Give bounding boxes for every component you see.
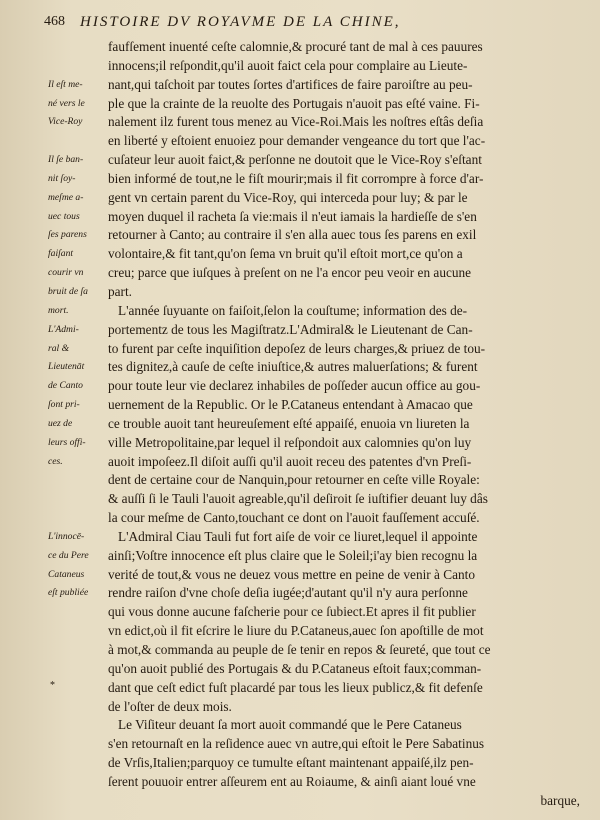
margin-note-line: bruit de ſa	[48, 285, 88, 297]
text-line: tes dignitez,à cauſe de ceſte iniuſtice,& autres maluerſations; & furent	[108, 359, 478, 375]
text-line: ce trouble auoit tant heureuſement eſté appaiſé, enuoia vn liureten la	[108, 415, 470, 431]
text-line: innocens;il reſpondit,qu'il auoit faict cela pour complaire au Lieute-	[108, 57, 468, 73]
text-line: pour toute leur vie declarez inhabiles de poſſeder aucun office au gou-	[108, 378, 481, 394]
text-line: dent de certaine cour de Nanquin,pour retourner en ceſte ville Royale:	[108, 472, 480, 488]
text-line: nalement ilz furent tous menez au Vice-Roi.Mais les noſtres eſtâs deſia	[108, 114, 484, 130]
text-line: ainſi;Voſtre innocence eſt plus claire que le Soleil;i'ay bien recognu la	[108, 547, 478, 563]
text-line: dant que ceſt edict fuſt placardé par tous les lieux publicz,& fit defenſe	[108, 679, 483, 695]
margin-note-line: L'Admi-	[48, 323, 79, 335]
text-line: bien informé de tout,ne le fiſt mourir;mais il fit corrompre à force d'ar-	[108, 170, 484, 186]
text-line: ville Metropolitaine,par lequel il reſpondoit aux calomnies qu'on luy	[108, 434, 472, 450]
margin-notes	[48, 38, 106, 603]
margin-spacer	[48, 132, 106, 151]
text-line: ple que la crainte de la reuolte des Portugais n'auoit pas eſté vaine. Fi-	[108, 95, 480, 111]
page-number: 468	[44, 14, 65, 29]
text-line: gent vn certain parent du Vice-Roy, qui interceda pour luy; & par le	[108, 189, 468, 205]
text-line: faufſement inuenté ceſte calomnie,& procuré tant de mal à ces pauures	[108, 39, 483, 54]
text-line: barque,	[540, 792, 580, 808]
text-line: de l'oſter de deux mois.	[108, 698, 232, 714]
text-line: creu; parce que iuſques à preſent on ne l'a encor peu veoir en aucune	[108, 265, 472, 281]
text-line: qui vous donne aucune faſcherie pour ce ſubiect.Et apres il fit publier	[108, 604, 476, 620]
margin-note-line: leurs offi-	[48, 436, 86, 448]
margin-note-line: nit ſoy-	[48, 172, 76, 184]
margin-note-line	[48, 38, 106, 57]
margin-note-line: uez de	[48, 417, 73, 429]
margin-note-line: L'innocē-	[48, 530, 85, 542]
text-line: auoit impoſeez.Il diſoit auſſi qu'il auoit receu des patentes d'vn Preſi-	[108, 453, 472, 469]
text-line: part.	[108, 283, 132, 299]
text-line: volontaire,& fit tant,qu'on ſema vn bruit qu'il eſtoit mort,ce qu'on a	[108, 246, 463, 262]
text-line: nant,qui taſchoit par toutes ſortes d'artifices de faire paroiſtre au peu-	[108, 76, 473, 92]
text-line: verité de tout,& vous ne deuez vous mettre en peine de venir à Canto	[108, 566, 476, 582]
margin-note-line: Lieutenāt	[48, 361, 85, 373]
margin-note-line: faiſant	[48, 248, 74, 260]
page-header	[44, 14, 580, 34]
text-line: qu'on auoit publié des Portugais & du P.Cataneus eſtoit faux;comman-	[108, 660, 482, 676]
margin-note-line: né vers le	[48, 97, 85, 109]
body-text	[108, 38, 580, 811]
margin-note-line: ce du Pere	[48, 549, 89, 561]
text-line: de Vrſis,Italien;parquoy ce tumulte eſtant maintenant appaiſé,ilz pen-	[108, 755, 474, 771]
margin-note-line: de Canto	[48, 380, 83, 392]
text-line: L'Admiral Ciau Tauli fut fort aiſe de voir ce liuret,lequel il appointe	[118, 528, 478, 544]
text-line: cuſateur leur auoit faict,& perſonne ne doutoit que le Vice-Roy s'eſtant	[108, 152, 482, 168]
margin-note-line: Il ſe ban-	[48, 154, 84, 166]
margin-spacer	[48, 471, 106, 490]
text-line: uernement de la Republic. Or le P.Cataneus entendant à Amacao que	[108, 397, 473, 413]
margin-note-line: courir vn	[48, 267, 84, 279]
margin-note-line: eſt publiée	[48, 587, 89, 599]
running-title: HISTOIRE DV ROYAVME DE LA CHINE,	[80, 14, 401, 30]
margin-note-line: meſme a-	[48, 191, 84, 203]
text-line: rendre raiſon d'vne choſe deſia iugée;d'autant qu'il n'y aura perſonne	[108, 585, 468, 601]
margin-note-line: uec tous	[48, 210, 80, 222]
text-line: to furent par ceſte inquiſition depoſez de leurs charges,& priuez de tou-	[108, 340, 486, 356]
margin-note-line: Cataneus	[48, 568, 85, 580]
margin-spacer	[48, 509, 106, 528]
margin-mark: *	[50, 680, 55, 691]
text-line: en liberté y eſtoient enuoiez pour demander vengeance du tort que l'ac-	[108, 133, 486, 149]
margin-note-line: ſont pri-	[48, 399, 80, 411]
margin-note-line: ces.	[48, 455, 63, 467]
text-line: ſerent pouuoir entrer aſſeurem ent au Roiaume, & ainſi aiant loué vne	[108, 773, 476, 789]
margin-note-line	[48, 57, 106, 76]
text-line: portementz de tous les Magiſtratz.L'Admiral& le Lieutenant de Can-	[108, 321, 473, 337]
margin-note-line: ral &	[48, 342, 70, 354]
margin-note-line: ſes parens	[48, 229, 87, 241]
margin-note-line: Il eſt me-	[48, 78, 83, 90]
text-line: s'en retournaſt en la reſidence auec vn autre,qui eſtoit le Pere Sabatinus	[108, 736, 485, 752]
text-line: & auſſi ſi le Tauli l'auoit agreable,qu'il deſiroit ſe iuſtifier deuant luy dâs	[108, 491, 488, 507]
text-line: L'année ſuyuante on faiſoit,ſelon la couſtume; information des de-	[118, 302, 468, 318]
margin-note-line: Vice-Roy	[48, 116, 83, 128]
margin-spacer	[48, 490, 106, 509]
text-line: moyen duquel il racheta ſa vie:mais il n'eut iamais la hardieſſe de s'en	[108, 208, 477, 224]
text-line: retourner à Canto; au contraire il s'en alla auec tous ſes parens en exil	[108, 227, 477, 243]
text-line: Le Viſiteur deuant ſa mort auoit commandé que le Pere Cataneus	[118, 717, 462, 733]
text-line: à mot,& commanda au peuple de ſe tenir en repos & ſeureté, que tout ce	[108, 642, 491, 657]
text-line: la cour meſme de Canto,touchant ce dont on l'auoit fauſſement accuſé.	[108, 510, 480, 526]
text-line: vn edict,où il fit eſcrire le liure du P.Cataneus,auec ſon apoſtille de mot	[108, 623, 484, 639]
margin-note-line: mort.	[48, 304, 69, 316]
